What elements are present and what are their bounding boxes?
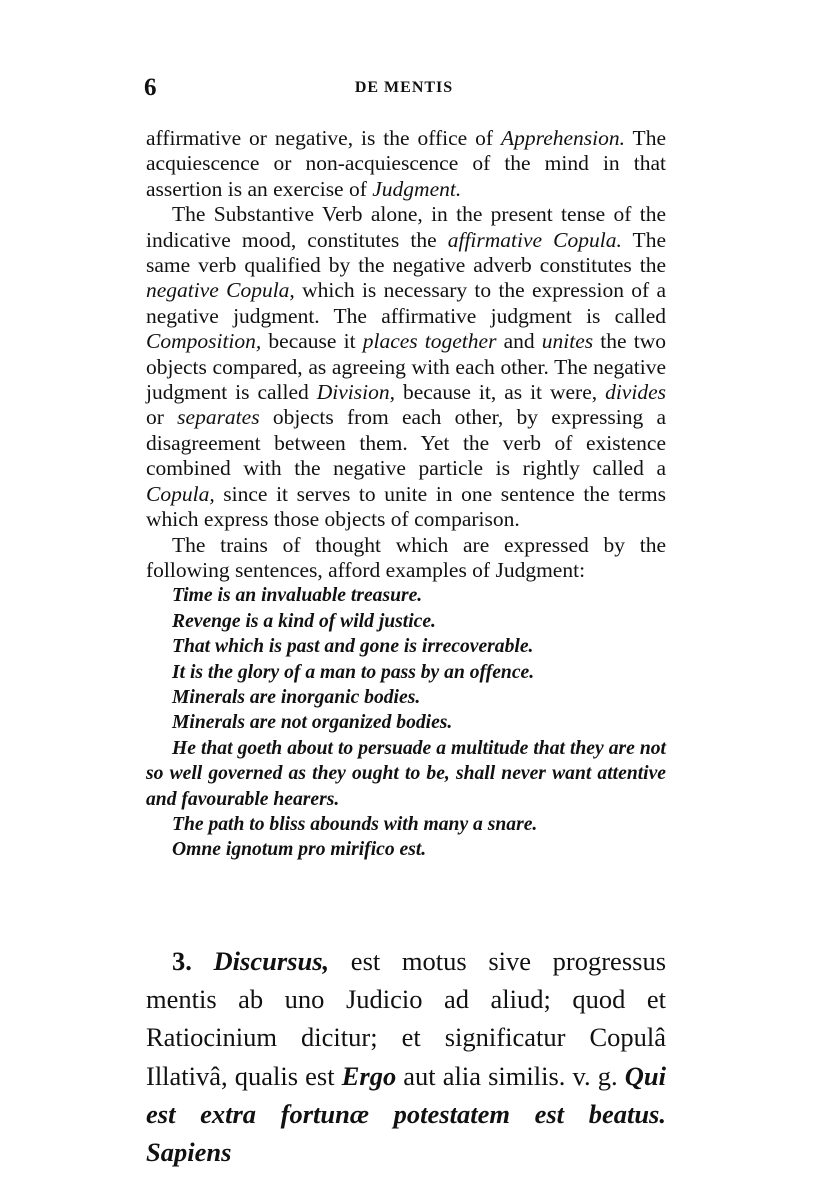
paragraph-examples-intro: The trains of thought which are expressed by the following sentences, afford examples of Judgment:: [146, 532, 666, 582]
paragraph-apprehension: [146, 126, 666, 202]
paragraph-discursus: [146, 942, 666, 1171]
text-span: The Substantive Verb alone, in the present tense of the indicative mood, constitutes the: [146, 202, 666, 252]
text-span: which is necessary to the expression of a negative judgment. The affirmative judgment is called: [146, 278, 667, 328]
example-sentence: That which is past and gone is irrecoverable.: [172, 636, 534, 658]
example-sentence: Revenge is a kind of wild justice.: [172, 610, 436, 632]
italic-term: Discursus,: [213, 946, 330, 976]
text-span: the two objects compared, as agreeing with each other. The negative judgment is called: [146, 329, 666, 405]
example-sentence: He that goeth about to persuade a multitude that they are not so well governed as they ought to be, shall never want attentive and favourable hearers.: [146, 737, 666, 810]
text-span: because it: [261, 329, 363, 354]
italic-term: Composition,: [146, 329, 262, 354]
page-header: [144, 74, 664, 104]
example-sentence: Minerals are inorganic bodies.: [172, 686, 421, 708]
italic-term: places together: [362, 329, 497, 354]
section-number: 3.: [172, 946, 192, 976]
italic-term: affirmative Copula.: [447, 227, 622, 252]
italic-term: Judgment.: [372, 176, 462, 201]
text-span: The acquiescence or non-acquiescence of the mind in that assertion is an exercise of: [146, 126, 666, 201]
italic-term: Copula,: [146, 481, 215, 506]
text-span: aut alia similis. v. g.: [396, 1060, 625, 1091]
example-sentence: The path to bliss abounds with many a snare.: [172, 813, 538, 835]
example-sentence: Minerals are not organized bodies.: [172, 712, 453, 734]
text-span: or: [146, 405, 178, 430]
english-text: [146, 126, 666, 863]
page-number: 6: [144, 74, 157, 101]
text-span: objects from each other, by expressing a disagreement between them. Yet the verb of existence combined with the negative particle is rightly called a: [146, 405, 666, 481]
text-span: since it serves to unite in one sentence the terms which express those objects of comparison.: [146, 481, 666, 532]
example-sentence: It is the glory of a man to pass by an offence.: [172, 661, 535, 683]
example-sentence: Time is an invaluable treasure.: [172, 585, 423, 607]
text-span: The same verb qualified by the negative adverb constitutes the: [146, 227, 666, 278]
italic-term: negative Copula,: [146, 278, 295, 303]
examples-list: [146, 583, 666, 862]
running-head: DE MENTIS: [354, 79, 454, 96]
italic-term: Apprehension.: [501, 126, 626, 150]
italic-term: divides: [605, 380, 666, 405]
text-span: and: [496, 329, 542, 354]
text-span: because it, as it were,: [394, 380, 606, 405]
italic-term: Ergo: [341, 1060, 397, 1091]
text-span: est motus sive progressus mentis ab uno Judicio ad aliud; quod et Ratiocinium dicitur; et significatur Copulâ Illativâ, qualis est: [146, 946, 667, 1091]
example-sentence: Omne ignotum pro mirifico est.: [172, 839, 427, 861]
paragraph-copula: [146, 202, 666, 532]
italic-term: unites: [541, 329, 594, 354]
latin-text: [146, 942, 666, 1171]
text-span: affirmative or negative, is the office of: [146, 126, 501, 150]
italic-term: separates: [177, 405, 260, 430]
italic-term: Qui est extra fortunæ potestatem est beatus. Sapiens: [146, 1060, 666, 1168]
italic-term: Division,: [316, 380, 395, 405]
